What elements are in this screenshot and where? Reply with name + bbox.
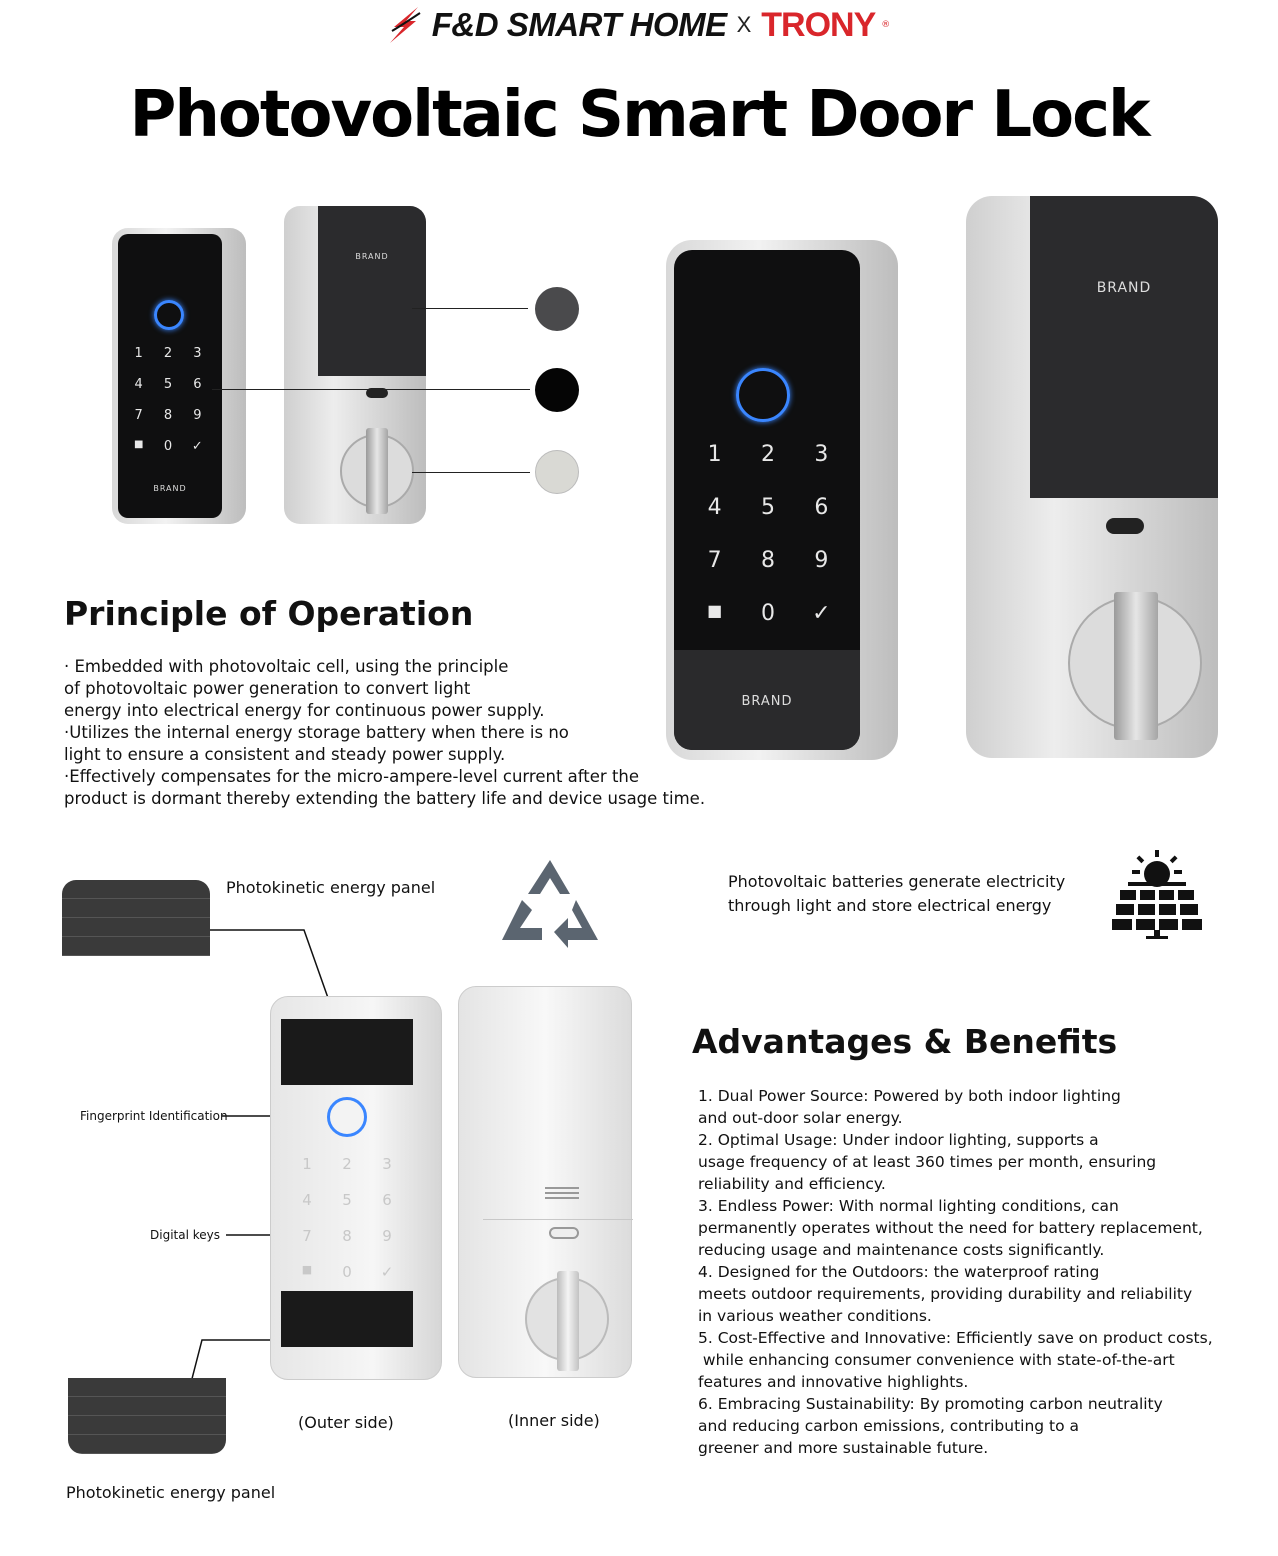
key-2: 2 <box>342 1155 352 1173</box>
advantage-line: usage frequency of at least 360 times per month, ensuring <box>698 1153 1157 1171</box>
outer-keypad <box>287 1155 407 1281</box>
key-3: 3 <box>382 1155 392 1173</box>
key-5: 5 <box>760 495 775 520</box>
fingerprint-label: Fingerprint Identification <box>80 1109 228 1123</box>
key-3: 3 <box>814 442 829 467</box>
fingerprint-icon <box>327 1097 367 1137</box>
inner-side-lock <box>458 986 632 1378</box>
advantage-line: 6. Embracing Sustainability: By promoting carbon neutrality <box>698 1395 1163 1413</box>
brand-label: BRAND <box>153 484 187 493</box>
key-0: 0 <box>163 439 173 454</box>
principle-line: · Embedded with photovoltaic cell, using the principle <box>64 657 509 676</box>
principle-line: of photovoltaic power generation to convert light <box>64 679 471 698</box>
advantage-line: 3. Endless Power: With normal lighting conditions, can <box>698 1197 1119 1215</box>
principle-line: product is dormant thereby extending the battery life and device usage time. <box>64 789 706 808</box>
advantage-line: reducing usage and maintenance costs significantly. <box>698 1241 1105 1259</box>
key-6: 6 <box>814 495 829 520</box>
brand-label: BRAND <box>741 694 793 709</box>
key-7: 7 <box>134 408 143 423</box>
principle-line: energy into electrical energy for continuous power supply. <box>64 701 545 720</box>
key-8: 8 <box>760 548 775 573</box>
page-title: Photovoltaic Smart Door Lock <box>129 78 1149 152</box>
brand-fd-smart-home: F&D SMART HOME <box>431 6 727 43</box>
key-5: 5 <box>342 1191 352 1209</box>
advantage-line: permanently operates without the need for battery replacement, <box>698 1219 1203 1237</box>
outer-side-lock <box>270 996 442 1380</box>
key-7: 7 <box>302 1227 312 1245</box>
thumb-turn-bar <box>557 1271 579 1371</box>
brand-collab-x: X <box>736 12 752 37</box>
key-7: 7 <box>707 548 722 573</box>
advantage-line: greener and more sustainable future. <box>698 1439 989 1457</box>
outer-side-label: (Outer side) <box>298 1413 394 1432</box>
key-9: 9 <box>814 548 829 573</box>
key-9: 9 <box>193 408 202 423</box>
advantage-line: 5. Cost-Effective and Innovative: Efficiently save on product costs, <box>698 1329 1213 1347</box>
brand-label: BRAND <box>1096 280 1152 296</box>
energy-panel-swatch-bottom <box>68 1378 226 1454</box>
advantage-line: in various weather conditions. <box>698 1307 932 1325</box>
digital-keys-label: Digital keys <box>150 1228 220 1242</box>
pv-text-line: through light and store electrical energy <box>728 896 1052 915</box>
advantage-line: meets outdoor requirements, providing durability and reliability <box>698 1285 1193 1303</box>
brand-trony: TRONY <box>761 5 876 44</box>
advantage-line: 1. Dual Power Source: Powered by both indoor lighting <box>698 1087 1121 1105</box>
sensor-slot <box>549 1227 579 1239</box>
principle-line: light to ensure a consistent and steady power supply. <box>64 745 506 764</box>
key-9: 9 <box>382 1227 392 1245</box>
key-4: 4 <box>134 377 143 392</box>
key-0: 0 <box>342 1263 352 1281</box>
pv-text-line: Photovoltaic batteries generate electricity <box>728 872 1066 891</box>
key-4: 4 <box>707 495 722 520</box>
advantage-line: 2. Optimal Usage: Under indoor lighting, supports a <box>698 1131 1099 1149</box>
key-confirm: ✓ <box>191 439 203 454</box>
inner-side-label: (Inner side) <box>508 1411 600 1430</box>
key-2: 2 <box>760 442 775 467</box>
key-6: 6 <box>193 377 202 392</box>
brand-label: BRAND <box>355 252 389 261</box>
principle-line: ·Utilizes the internal energy storage battery when there is no <box>64 723 569 742</box>
advantage-line: while enhancing consumer convenience with state-of-the-art <box>698 1351 1175 1369</box>
panel-label-bottom: Photokinetic energy panel <box>66 1483 276 1502</box>
key-5: 5 <box>163 377 173 392</box>
key-3: 3 <box>193 346 202 361</box>
advantage-line: and out-door solar energy. <box>698 1109 903 1127</box>
advantage-line: reliability and efficiency. <box>698 1175 886 1193</box>
key-1: 1 <box>302 1155 312 1173</box>
advantages-heading: Advantages & Benefits <box>692 1022 1118 1061</box>
principle-heading: Principle of Operation <box>64 594 474 633</box>
lock-key-icon: ■ <box>301 1263 313 1276</box>
inner-divider <box>483 1219 633 1220</box>
key-0: 0 <box>760 601 775 626</box>
panel-label-top: Photokinetic energy panel <box>226 878 436 897</box>
advantages-text <box>698 1085 1213 1459</box>
lock-key-icon: ■ <box>133 439 144 450</box>
key-6: 6 <box>382 1191 392 1209</box>
lock-key-icon: ■ <box>707 601 723 620</box>
key-confirm: ✓ <box>812 601 831 626</box>
key-1: 1 <box>134 346 143 361</box>
advantage-line: and reducing carbon emissions, contributing to a <box>698 1417 1080 1435</box>
advantage-line: 4. Designed for the Outdoors: the waterproof rating <box>698 1263 1100 1281</box>
registered-mark: ® <box>881 20 891 30</box>
key-confirm: ✓ <box>380 1263 394 1281</box>
vent-icon <box>545 1187 579 1201</box>
key-1: 1 <box>707 442 722 467</box>
key-8: 8 <box>342 1227 352 1245</box>
bottom-solar-panel <box>281 1291 413 1347</box>
key-8: 8 <box>163 408 173 423</box>
key-2: 2 <box>163 346 173 361</box>
key-4: 4 <box>302 1191 312 1209</box>
principle-line: ·Effectively compensates for the micro-ampere-level current after the <box>64 767 640 786</box>
advantage-line: features and innovative highlights. <box>698 1373 969 1391</box>
top-solar-panel <box>281 1019 413 1085</box>
